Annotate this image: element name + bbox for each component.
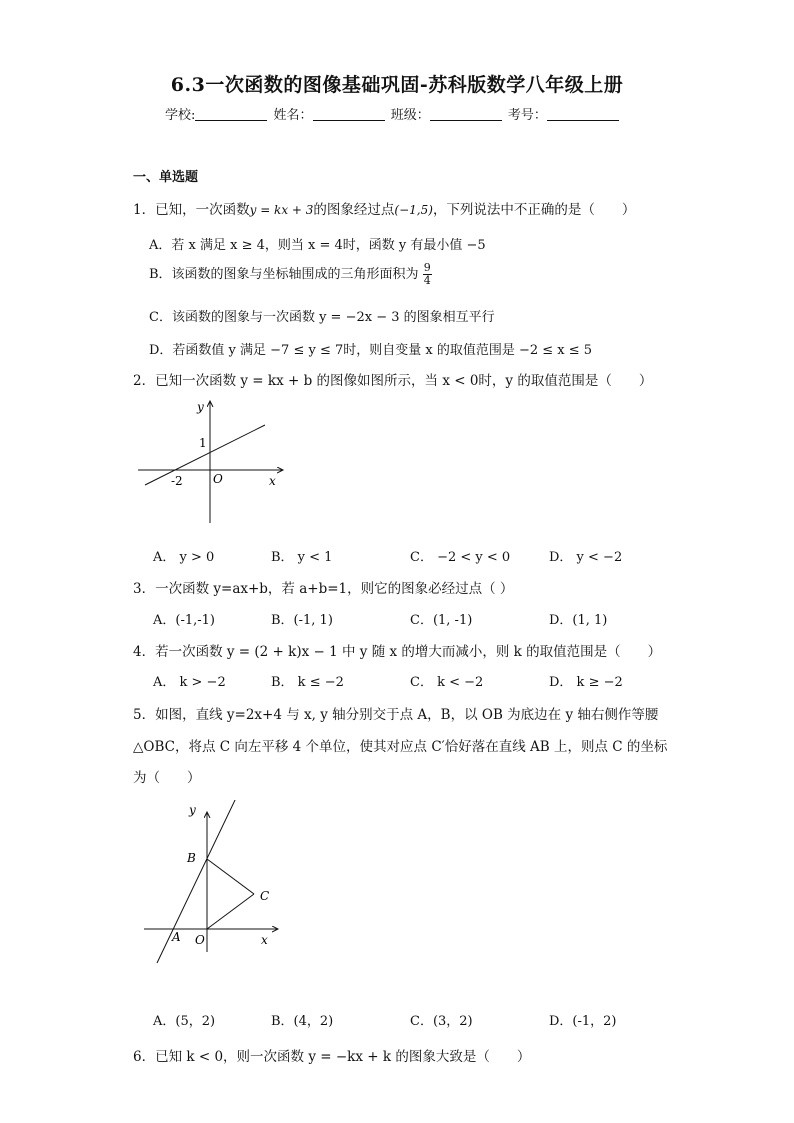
origin-label: O <box>213 472 223 486</box>
q1-text-pre: 1．已知，一次函数 <box>133 202 250 218</box>
q1-text-post: ，下列说法中不正确的是（ ） <box>432 202 636 218</box>
school-blank[interactable] <box>195 108 267 121</box>
y-axis-label: y <box>197 400 204 414</box>
segment-co <box>207 894 254 929</box>
y-intercept-label: 1 <box>199 436 207 450</box>
q1-option-c[interactable]: C．该函数的图象与一次函数 y = −2x − 3 的图象相互平行 <box>149 310 495 325</box>
section-heading: 一、单选题 <box>133 170 199 185</box>
q2-graph <box>133 395 293 527</box>
name-label: 姓名： <box>273 108 313 123</box>
fraction-numerator: 9 <box>423 261 431 274</box>
question-5-line-2: △OBC，将点 C 向左平移 4 个单位，使其对应点 C′恰好落在直线 AB 上，则点 C 的坐标 <box>133 739 668 755</box>
question-1-stem <box>133 198 635 218</box>
q1-function: y = kx + 3 <box>249 203 314 217</box>
q4-option-a[interactable]: A． k > −2 <box>153 675 226 690</box>
q5-option-a[interactable]: A．(5，2) <box>153 1014 216 1029</box>
q3-option-c[interactable]: C．(1, -1) <box>410 613 473 628</box>
q3-option-d[interactable]: D．(1, 1) <box>549 613 608 628</box>
q2-option-c[interactable]: C． −2 < y < 0 <box>410 550 511 565</box>
q1-point: (−1,5) <box>394 203 433 217</box>
question-2-stem: 2．已知一次函数 y = kx + b 的图像如图所示，当 x < 0时，y 的取值范围是（ ） <box>133 373 653 389</box>
x-axis-label: x <box>269 474 276 488</box>
fraction-denominator: 4 <box>423 274 431 287</box>
y-axis-label: y <box>189 803 196 817</box>
exam-no-blank[interactable] <box>547 108 619 121</box>
question-3-stem: 3．一次函数 y=ax+b，若 a+b=1，则它的图象必经过点（ ） <box>133 581 514 597</box>
segment-bc <box>207 859 254 894</box>
name-blank[interactable] <box>313 108 385 121</box>
origin-label: O <box>195 933 205 947</box>
question-4-stem: 4．若一次函数 y = (2 + k)x − 1 中 y 随 x 的增大而减小，则 k 的取值范围是（ ） <box>133 644 662 660</box>
q5-option-b[interactable]: B．(4，2) <box>271 1014 334 1029</box>
q1-option-d[interactable]: D．若函数值 y 满足 −7 ≤ y ≤ 7时，则自变量 x 的取值范围是 −2 ≤ x ≤ 5 <box>149 343 593 358</box>
q1-option-b-text: B．该函数的图象与坐标轴围成的三角形面积为 <box>149 267 419 282</box>
q2-option-b[interactable]: B． y < 1 <box>271 550 333 565</box>
student-info-line <box>165 104 621 123</box>
page-title: 6.3一次函数的图像基础巩固-苏科版数学八年级上册 <box>170 74 624 96</box>
school-label: 学校: <box>165 108 196 123</box>
point-c-label: C <box>260 889 270 903</box>
x-intercept-label: -2 <box>171 474 183 488</box>
exam-no-label: 考号： <box>507 108 547 123</box>
q5-graph <box>140 800 290 970</box>
q2-option-a[interactable]: A． y > 0 <box>153 550 215 565</box>
q4-option-b[interactable]: B． k ≤ −2 <box>271 675 344 690</box>
question-6-stem: 6．已知 k < 0，则一次函数 y = −kx + k 的图象大致是（ ） <box>133 1049 531 1065</box>
function-line <box>145 425 265 485</box>
class-blank[interactable] <box>430 108 502 121</box>
point-a-label: A <box>172 930 181 944</box>
q4-option-c[interactable]: C． k < −2 <box>410 675 484 690</box>
question-5-line-1: 5．如图，直线 y=2x+4 与 x, y 轴分别交于点 A，B，以 OB 为底边在 y 轴右侧作等腰 <box>133 707 659 723</box>
q5-option-d[interactable]: D．(-1，2) <box>549 1014 617 1029</box>
q3-option-b[interactable]: B．(-1, 1) <box>271 613 333 628</box>
class-label: 班级： <box>390 108 430 123</box>
point-b-label: B <box>187 851 196 865</box>
q1-option-b[interactable] <box>149 262 432 287</box>
q2-option-d[interactable]: D． y < −2 <box>549 550 623 565</box>
q3-option-a[interactable]: A．(-1,-1) <box>153 613 215 628</box>
q5-option-c[interactable]: C．(3，2) <box>410 1014 473 1029</box>
question-5-line-3: 为（ ） <box>133 770 201 786</box>
q1-text-mid: 的图象经过点 <box>313 202 395 218</box>
x-axis-label: x <box>261 933 268 947</box>
fraction <box>423 262 432 287</box>
q4-option-d[interactable]: D． k ≥ −2 <box>549 675 623 690</box>
q1-option-a[interactable]: A．若 x 满足 x ≥ 4，则当 x = 4时，函数 y 有最小值 −5 <box>149 238 486 253</box>
